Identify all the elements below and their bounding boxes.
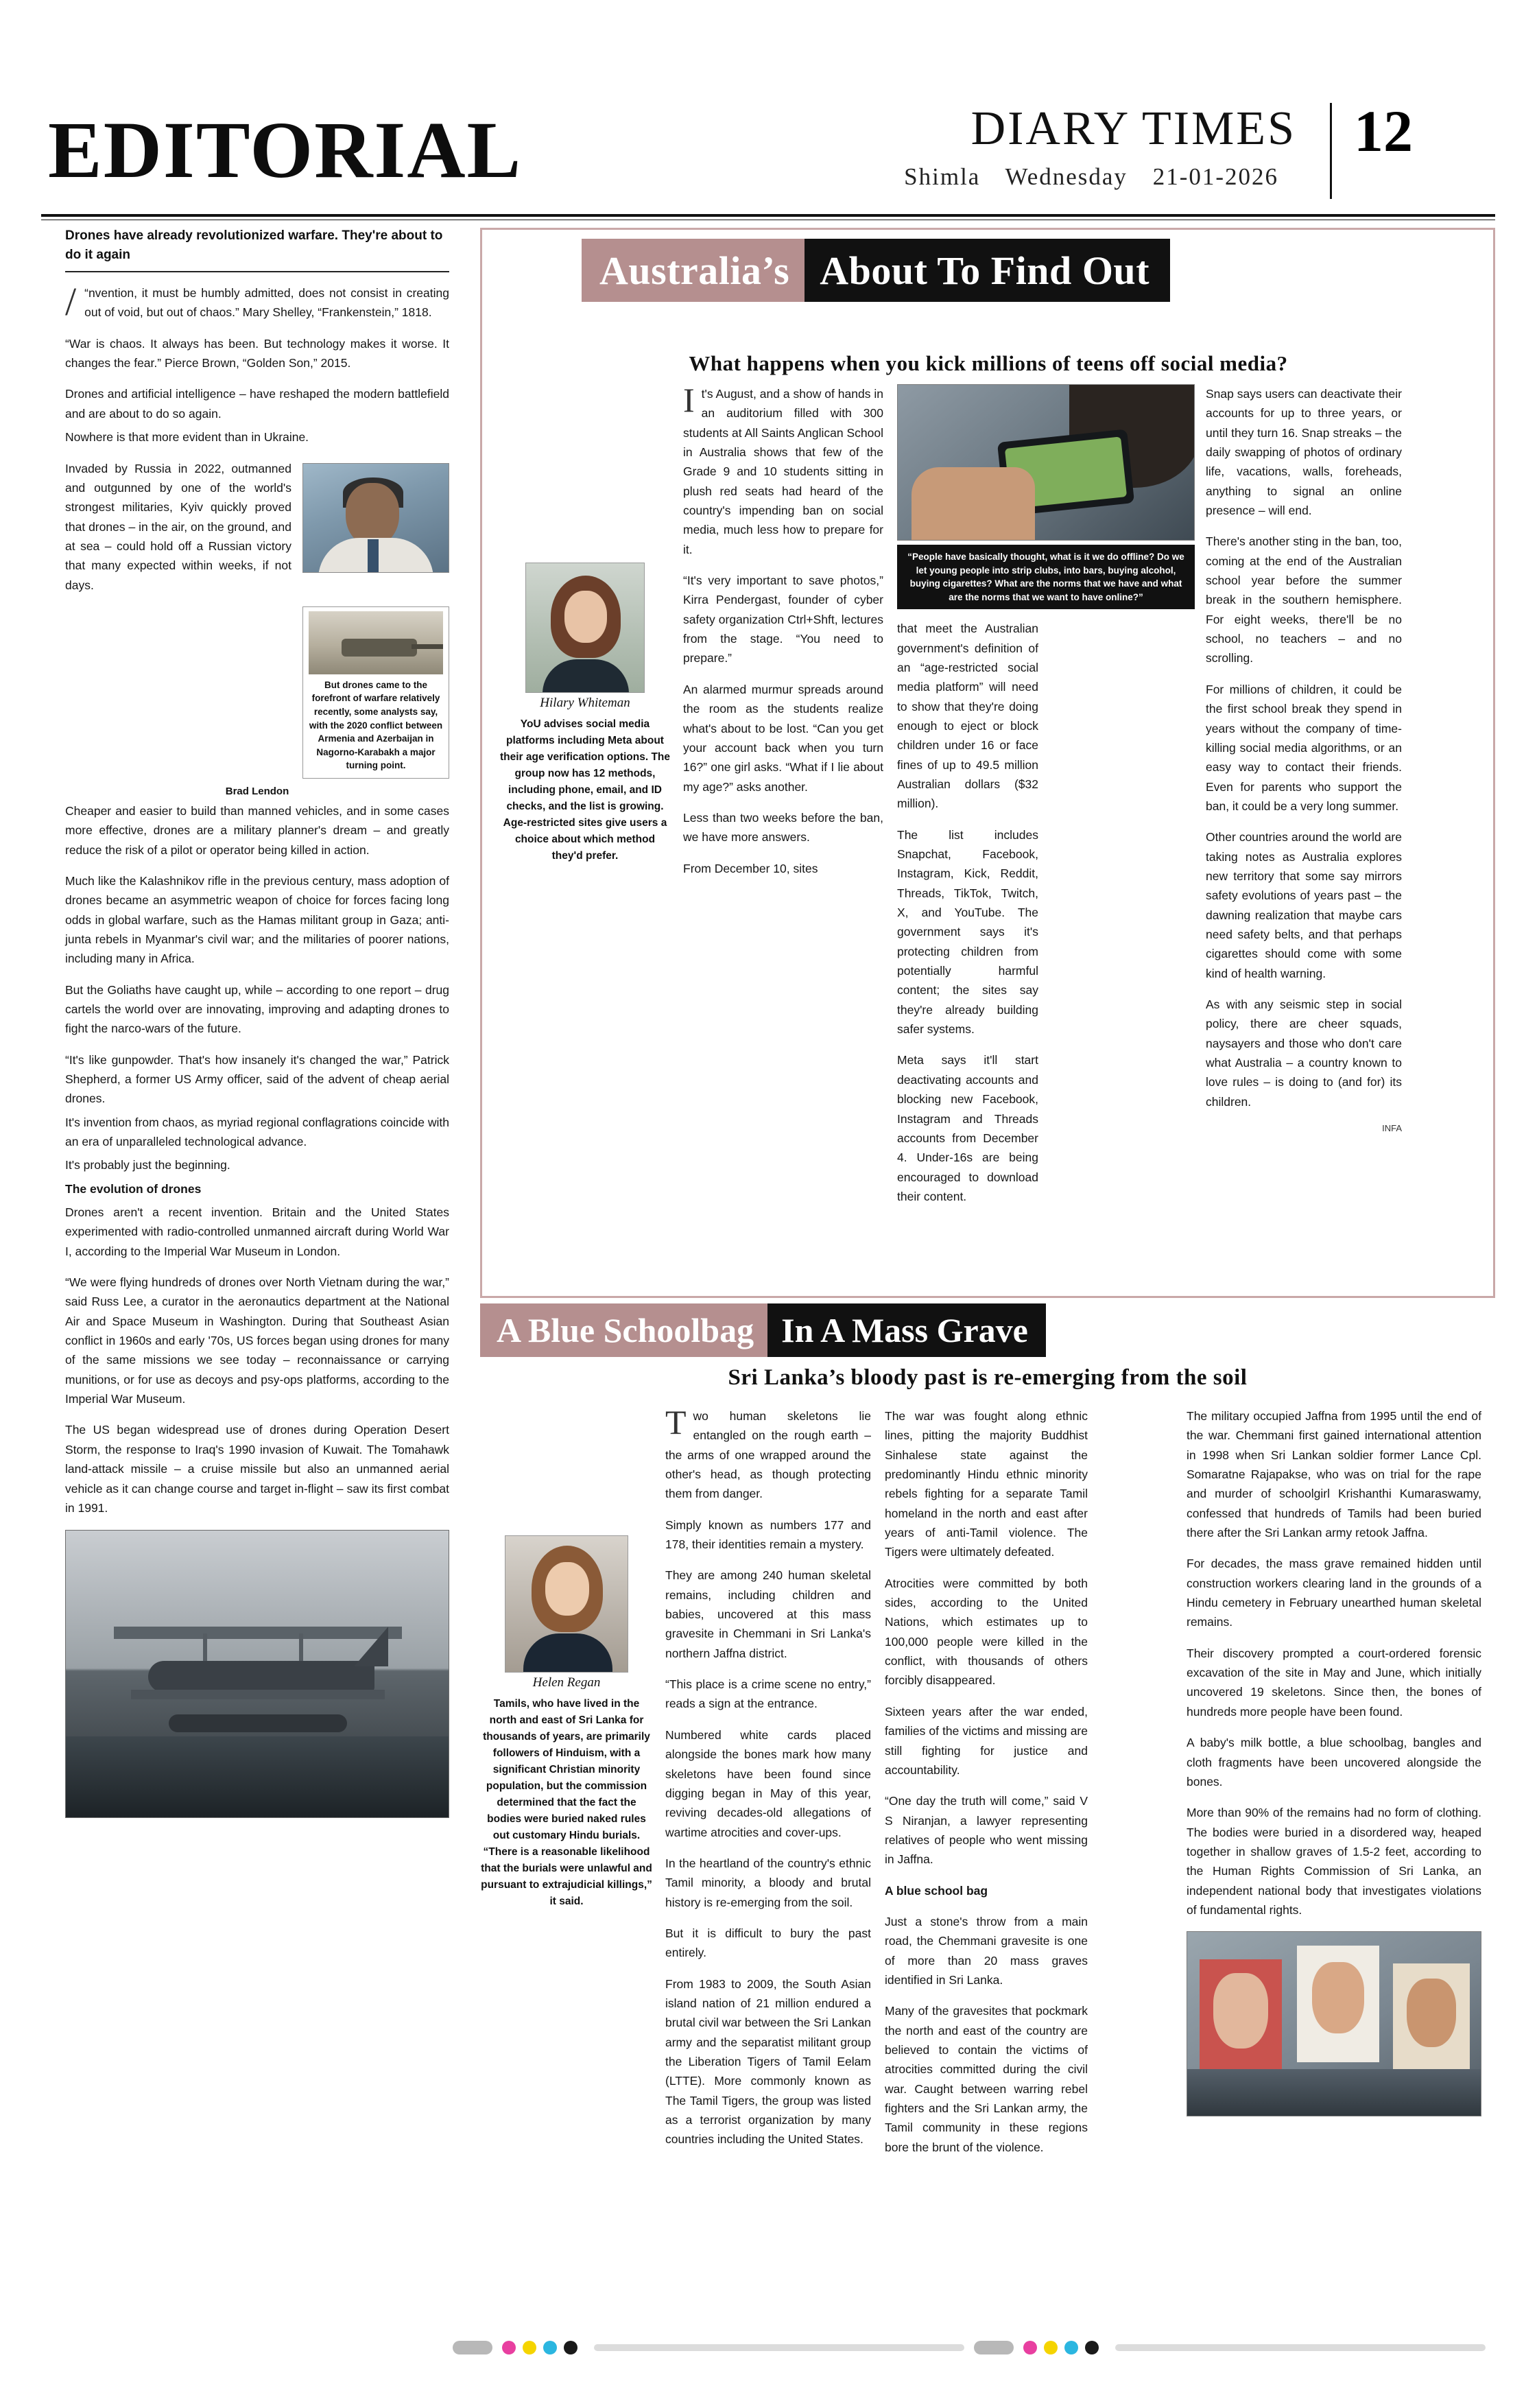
editorial-paragraph [65,279,449,324]
story-australia-col-3 [1206,384,1402,1133]
registration-pill [974,2341,1014,2354]
page-title: EDITORIAL [48,105,523,195]
plane-lower-wing [131,1690,385,1699]
masthead-city: Shimla [904,163,981,190]
story-paragraph: The military occupied Jaffna from 1995 until the end of the war. Chemmani first gained international attention in 1998 when Sri Lankan soldier former Lance Cpl. Somaratne Rajapakse, who was on trial for the rape and murder of schoolgirl Krishanthi Kumaraswamy, confessed that hundreds of Tamils had been buried there after the Sri Lankan army retook Jaffna. [1187,1409,1481,1540]
editorial-paragraph: Drones aren't a recent invention. Britain and the United States experimented with radio-controlled unmanned aircraft during World War I, according to the Imperial War Museum in London. [65,1205,449,1258]
print-registration-bar [453,2338,1495,2357]
story-srilanka-columns [480,1403,1495,2319]
editorial-paragraph: Much like the Kalashnikov rifle in the previous century, mass adoption of drones became an asymmetric weapon of choice for forces facing long odds in global warfare, such as the Hamas militant group in Gaza; anti-junta rebels in Myanmar's civil war; and the militaries of poorer nations, including many in Africa. [65,873,449,966]
plane-upper-wing [114,1627,402,1639]
story-australia-col-portrait [499,384,671,864]
byline-helen-regan: Helen Regan [532,1675,601,1690]
story-paragraph: that meet the Australian government's definition of an “age-restricted social media platform” will need to show that they're doing enough to eject or block children under 16 or face fines of up to 49.5 million Australian dollars ($32 million). [897,622,1038,811]
registration-dot-yellow [523,2341,536,2354]
helen-regan-photo [505,1535,628,1673]
story-paragraph [665,1403,871,1504]
tank-caption: But drones came to the forefront of warfare relatively recently, some analysts say, with the 2020 conflict between Armenia and Azerbaijan in Nagorno-Karabakh a major turning point. [309,679,443,771]
editorial-paragraph: The US began widespread use of drones during Operation Desert Storm, the response to Iraq's 1990 invasion of Kuwait. The Tomahawk land-attack missile – a cruise missile but also an unmanned aerial vehicle as it can change course and target in-flight – saw its first combat in 1991. [65,1423,449,1515]
masthead-date: 21-01-2026 [1152,163,1278,190]
photo-face [346,483,399,546]
byline-hilary-whiteman: Hilary Whiteman [540,696,630,710]
story-paragraph: For decades, the mass grave remained hidden until construction workers clearing land in the grounds of a Hindu cemetery in February unearthed human skeletal remains. [1187,1557,1481,1629]
editorial-subhead: The evolution of drones [65,1181,202,1196]
editorial-paragraph: But the Goliaths have caught up, while – according to one report – drug cartels the world over are innovating, improving and adapting drones to fight the narco-wars of the future. [65,982,449,1036]
editorial-paragraph: Nowhere is that more evident than in Ukraine. [65,430,309,445]
registration-dot-magenta [502,2341,516,2354]
portrait-face [1407,1979,1456,2047]
plane-float [169,1714,347,1732]
story-paragraph: Other countries around the world are taking notes as Australia explores new territory that some say mirrors safety evolutions of years past – the dawning realization that maybe cars need safety belts, and that perhaps cigarettes should come with some kind of health warning. [1206,830,1402,980]
story-paragraph: Their discovery prompted a court-ordered forensic excavation of the site in May and June, which initially uncovered 19 skeletons. Since then, the bones of hundreds more people have been found. [1187,1646,1481,1719]
teen-phone-photo [897,384,1195,541]
masthead-rule [41,214,1495,217]
story-paragraph [683,381,883,559]
editorial-paragraph: Drones and artificial intelligence – have reshaped the modern battlefield and are about to do so again. [65,387,449,421]
headline-part-black: About To Find Out [805,239,1170,302]
brad-lendon-caption: Brad Lendon [225,785,289,797]
portrait-face [1312,1962,1364,2033]
story-paragraph-text: t's August, and a show of hands in an auditorium filled with 300 students at All Saints Anglican School in Australia shows that few of the Grade 9 and 10 students sitting in plush red seats had heard of the country's impending ban on social media, much less how to prepare for it. [683,387,883,556]
story-paragraph: In the heartland of the country's ethnic Tamil minority, a bloody and brutal history is re-emerging from the soil. [665,1856,871,1909]
photo-face [564,591,607,643]
registration-dot-magenta [1023,2341,1037,2354]
story-paragraph: Numbered white cards placed alongside the bones mark how many skeletons have been found since digging began in May of this year, reviving decades-old allegations of wartime atrocities and cover-ups. [665,1727,871,1839]
story-paragraph: Snap says users can deactivate their accounts for up to three years, or until they turn 16. Snap streaks – the daily swapping of photos of ordinary life, vacations, walls, foreheads, anything to signal an online presence – will end. [1206,387,1402,518]
masthead [41,48,1495,206]
story-srilanka-col-2 [885,1406,1088,2169]
photo-torso [543,659,629,693]
story-paragraph: Atrocities were committed by both sides, according to the United Nations, which estimates up to 100,000 people were killed in the conflict, with thousands of others forcibly disappeared. [885,1576,1088,1688]
story-srilanka-sub-subhead: A blue school bag [885,1883,988,1898]
headline-part-pink: Australia’s [582,239,805,302]
story-australia-col-1 [683,381,883,890]
seaplane-photo [65,1530,449,1818]
editorial-rule [65,271,449,272]
masthead-divider [1330,103,1332,199]
photo-hand [912,467,1035,541]
registration-dot-black [1085,2341,1099,2354]
editorial-paragraph: “War is chaos. It always has been. But technology makes it worse. It changes the fear.” Pierce Brown, “Golden Son,” 2015. [65,336,449,370]
story-paragraph: Sixteen years after the war ended, families of the victims and missing are still fighting for justice and accountability. [885,1704,1088,1777]
story-srilanka-col-3 [1187,1406,1481,2116]
editorial-paragraph: It's invention from chaos, as myriad regional conflagrations coincide with an era of unparalleled technological advance. [65,1115,449,1148]
story-paragraph-text: wo human skeletons lie entangled on the rough earth – the arms of one wrapped around the other's head, as though protecting them from danger. [665,1409,871,1501]
registration-line [1115,2344,1486,2351]
story-srilanka-pullquote: Tamils, who have lived in the north and east of Sri Lanka for thousands of years, are primarily followers of Hinduism, with a significant Christian minority population, but the commission determined that the fact the bodies were buried naked rules out customary Hindu burials. “There is a reasonable likelihood that the burials were unlawful and pursuant to extrajudicial killings,” it said. [481,1698,652,1908]
story-australia-columns [499,381,1479,1290]
crowd-background [1187,2069,1481,2116]
story-srilanka-col-portrait [480,1406,653,1910]
story-paragraph: Just a stone's throw from a main road, the Chemmani gravesite is one of more than 20 mass graves identified in Sri Lanka. [885,1914,1088,1987]
story-paragraph: The list includes Snapchat, Facebook, Instagram, Kick, Reddit, Threads, TikTok, Twitch, X, and YouTube. The government says it's protecting children from potentially harmful content; the sites say they're already building safer systems. [897,827,1038,1037]
editorial-paragraph: Invaded by Russia in 2022, outmanned and outgunned by one of the world's strongest militaries, Kyiv quickly proved that drones – in the air, on the ground, and at sea – could hold off a Russian victory that many expected within weeks, if not days. [65,461,291,592]
tank-turret [342,639,417,657]
registration-dot-yellow [1044,2341,1058,2354]
story-australia-col-2 [897,384,1195,1218]
story-paragraph: A baby's milk bottle, a blue schoolbag, bangles and cloth fragments have been uncovered alongside the bones. [1187,1736,1481,1789]
story-paragraph: They are among 240 human skeletal remains, including children and babies, uncovered at this mass gravesite in Chemmani in Sri Lanka's northern Jaffna district. [665,1568,871,1660]
story-paragraph: Less than two weeks before the ban, we have more answers. [683,810,883,845]
dropcap: I [683,381,695,419]
photo-face [545,1562,589,1616]
editorial-paragraph: It's probably just the beginning. [65,1158,230,1172]
tank-photo [309,611,443,674]
story-paragraph: Meta says it'll start deactivating accounts and blocking new Facebook, Instagram and Threads accounts from December 4. Under-16s are being encouraged to download their content. [897,1053,1038,1203]
hilary-whiteman-photo [525,563,645,693]
masthead-day: Wednesday [1005,163,1128,190]
editorial-kicker: Drones have already revolutionized warfare. They're about to do it again [65,228,443,262]
plane-fuselage [148,1661,374,1692]
story-australia-subhead: What happens when you kick millions of teens off social media? [689,351,1288,375]
headline-part-black: In A Mass Grave [767,1303,1046,1357]
story-australia-pullquote: YoU advises social media platforms including Meta about their age verification options. The group now has 12 methods, including phone, email, and ID checks, and the list is growing. Age-restricted sites give users a choice about which method they'd prefer. [499,718,671,862]
story-paragraph: More than 90% of the remains had no form of clothing. The bodies were buried in a disordered way, heaped together in shallow graves of 1.5-2 feet, according to the Human Rights Commission of Sri Lanka, an independent national body that investigates violations of fundamental rights. [1187,1806,1481,1917]
story-srilanka-subhead: Sri Lanka’s bloody past is re-emerging from the soil [728,1365,1248,1390]
registration-dot-cyan [1064,2341,1078,2354]
protest-photo [1187,1931,1481,2116]
editorial-paragraph: Cheaper and easier to build than manned vehicles, and in some cases more effective, drones are a military planner's dream – and greatly reduce the risk of a pilot or operator being killed in action. [65,803,449,857]
tank-figure [302,606,449,779]
portrait-face [1213,1973,1268,2049]
story-paragraph: But it is difficult to bury the past entirely. [665,1926,871,1960]
registration-dot-black [564,2341,577,2354]
story-paragraph: Simply known as numbers 177 and 178, their identities remain a mystery. [665,1518,871,1552]
tank-barrel [412,644,443,649]
story-paragraph: As with any seismic step in social policy, there are cheer squads, naysayers and those who don't care what Australia – a country known to love rules – is doing to (and for) its children. [1206,997,1402,1109]
photo-caption: “People have basically thought, what is it we do offline? Do we let young people into strip clubs, into bars, buying alcohol, buying cigarettes? What are the norms that we have and what are the norms that we want to have online?” [897,545,1195,609]
editorial-paragraph-text: “nvention, it must be humbly admitted, does not consist in creating out of void, but out of chaos.” Mary Shelley, “Frankenstein,” 1818. [84,286,449,320]
editorial-paragraph: “It's like gunpowder. That's how insanely it's changed the war,” Patrick Shepherd, a former US Army officer, said of the advent of cheap aerial drones. [65,1052,449,1106]
story-paragraph: From 1983 to 2009, the South Asian island nation of 21 million endured a brutal civil war between the Sri Lankan army and the separatist militant group the Liberation Tigers of Tamil Eelam (LTTE). More commonly known as The Tamil Tigers, the group was listed as a terrorist organization by many countries including the United States. [665,1976,871,2147]
story-srilanka-headline [480,1303,1046,1357]
headline-part-pink: A Blue Schoolbag [480,1303,767,1357]
story-australia-headline [582,239,1170,302]
story-srilanka-col-1 [665,1403,871,2161]
paper-name: DIARY TIMES [970,102,1296,155]
registration-line [594,2344,964,2351]
editorial-paragraph: “We were flying hundreds of drones over North Vietnam during the war,” said Russ Lee, a curator in the aeronautics department at the National Air and Space Museum in Washington. During that Southeast Asian conflict in 1960s and early '70s, US forces began using drones for many of the same missions we see today – reconnaissance or carrying munitions, or for use as decoys and psy-ops platforms, according to the Imperial War Museum. [65,1275,449,1406]
masthead-dateline [904,163,1296,191]
page-number: 12 [1354,98,1413,164]
photo-torso [523,1633,612,1673]
story-paragraph: There's another sting in the ban, too, coming at the end of the Australian school year before the summer break in the southern hemisphere. For eight weeks, there'll be no school, no teachers – and no scrolling. [1206,534,1402,665]
story-paragraph: The war was fought along ethnic lines, pitting the majority Buddhist Sinhalese state against the predominantly Hindu ethnic minority rebels fighting for a separate Tamil homeland in the north and east after years of anti-Tamil violence. The Tigers were ultimately defeated. [885,1409,1088,1559]
story-paragraph: “It's very important to save photos,” Kirra Pendergast, founder of cyber safety organization Ctrl+Shft, lectures from the stage. “You need to prepare.” [683,574,883,665]
story-paragraph: “One day the truth will come,” said V S Niranjan, a lawyer representing relatives of people who went missing in Jaffna. [885,1794,1088,1867]
photo-tie [368,539,379,573]
story-credit: INFA [1382,1123,1402,1134]
editorial-column [65,226,449,1818]
story-paragraph: Many of the gravesites that pockmark the north and east of the country are believed to contain the victims of atrocities committed during the civil war. Caught between warring rebel fighters and the Sri Lankan army, the Tamil community in these regions bore the brunt of the violence. [885,2004,1088,2154]
story-paragraph: “This place is a crime scene no entry,” reads a sign at the entrance. [665,1677,871,1711]
dropcap: T [665,1403,687,1441]
registration-pill [453,2341,492,2354]
dropcap-slash: / [65,279,77,324]
brad-lendon-photo [302,463,449,573]
sea-background [66,1736,449,1818]
registration-dot-cyan [543,2341,557,2354]
story-paragraph: From December 10, sites [683,861,818,875]
story-paragraph: An alarmed murmur spreads around the room as the students realize what's about to be lost. “Can you get your account back when you turn 16?” one girl asks. “What if I lie about my age?” asks another. [683,682,883,794]
story-paragraph: For millions of children, it could be the first school break they spend in years without the company of time-killing social media algorithms, or an easy way to contact their friends. Even for parents who support the ban, it could be a very long summer. [1206,682,1402,813]
